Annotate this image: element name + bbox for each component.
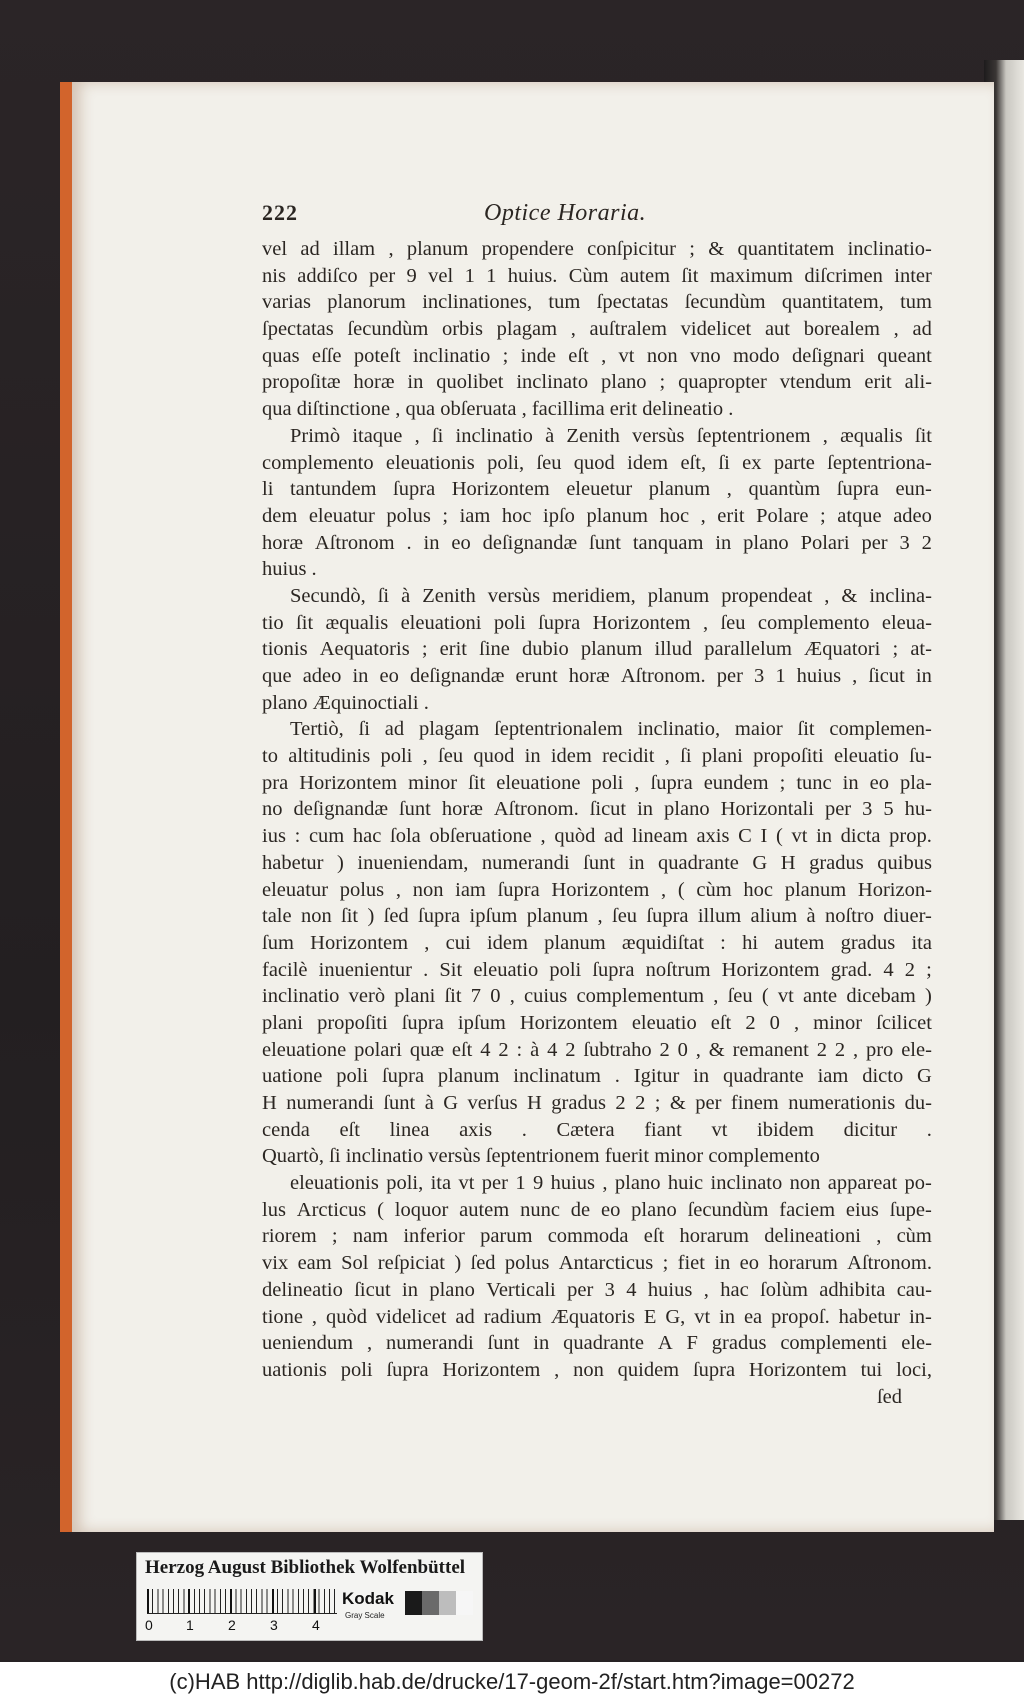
text-line [262, 1357, 932, 1384]
text-line [262, 823, 932, 850]
text-line [262, 369, 932, 396]
library-name: Herzog August Bibliothek Wolfenbüttel [145, 1557, 466, 1578]
text-line [262, 663, 932, 690]
text-line [262, 236, 932, 263]
text-line-content: uationis poli ſupra Horizontem , non quidem ſupra Horizontem tui loci, [262, 1358, 932, 1381]
text-line-content: ueniendum , numerandi ſunt in quadrante A F gradus complementi ele- [262, 1332, 932, 1355]
text-line-content: horæ Aſtronom . in eo deſignandæ ſunt tanquam in plano Polari per 3 2 [262, 531, 932, 554]
ruler-number: 3 [270, 1617, 278, 1633]
text-line [262, 503, 932, 530]
text-line [262, 1197, 932, 1224]
text-line-content: propoſitæ horæ in quolibet inclinato plano ; quapropter vtendum erit ali- [262, 371, 932, 394]
text-lines [262, 236, 932, 1384]
text-line-content: que adeo in eo deſignandæ erunt horæ Aſtronom. per 3 1 huius , ſicut in [262, 665, 932, 687]
text-line-content: cenda eſt linea axis . Cætera fiant vt ibidem dicitur . [262, 1118, 932, 1141]
text-line-content: lus Arcticus ( loquor autem nunc de eo plano ſecundùm faciem eius ſupe- [262, 1198, 932, 1221]
text-line-content: inclinatio verò plani ſit 7 0 , cuius complementum , ſeu ( vt ante dicebam ) [262, 985, 932, 1008]
ruler-major-tick [147, 1589, 149, 1613]
text-line-content: Primò itaque , ſi inclinatio à Zenith versùs ſeptentrionem , æqualis ſit [290, 424, 932, 447]
text-line [262, 957, 932, 984]
text-line [262, 877, 932, 904]
text-line [262, 343, 932, 370]
text-line [262, 263, 932, 290]
text-line [262, 796, 932, 823]
text-line [262, 1277, 932, 1304]
ruler-major-tick [314, 1589, 316, 1613]
text-line-content: vel ad illam , planum propendere conſpicitur ; & quantitatem inclinatio- [262, 238, 932, 260]
text-line [262, 1223, 932, 1250]
text-line [262, 1063, 932, 1090]
text-line-content: riorem ; nam inferior parum commoda eſt horarum delineationi , cùm [262, 1225, 932, 1248]
text-line [262, 770, 932, 797]
text-line [262, 450, 932, 477]
text-line-content: pra Horizontem minor ſit eleuatione poli , ſupra eundem ; tunc in eo pla- [262, 771, 932, 794]
text-line-content: qua diſtinctione , qua obſeruata , facillima erit delineatio . [262, 398, 734, 421]
text-line [262, 476, 932, 503]
text-line [262, 610, 932, 637]
text-line [262, 530, 932, 557]
ruler-major-tick [272, 1589, 274, 1613]
catchword: ſed [876, 1385, 902, 1408]
text-line [262, 983, 932, 1010]
ruler-major-tick [188, 1589, 190, 1613]
text-line-content: huius . [262, 558, 317, 581]
gray-swatch [405, 1591, 422, 1615]
text-line-content: eleuatione polari quæ eſt 4 2 : à 4 2 ſubtraho 2 0 , & remanent 2 2 , pro ele- [262, 1038, 932, 1061]
grayscale-label: Gray Scale [345, 1611, 385, 1620]
text-line [262, 743, 932, 770]
catchword-row [262, 1384, 932, 1411]
text-line [262, 1010, 932, 1037]
text-line-content: habetur ) inueniendam, numerandi ſunt in quadrante G H gradus quibus [262, 851, 932, 874]
text-line-content: Tertiò, ſi ad plagam ſeptentrionalem inclinatio, maior ſit complemen- [290, 718, 932, 741]
text-line-content: nis addiſco per 9 vel 1 1 huius. Cùm autem ſit maximum diſcrimen inter [262, 264, 932, 287]
text-line [262, 636, 932, 663]
text-line-content: eleuatur polus , non iam ſupra Horizontem , ( cùm hoc planum Horizon- [262, 878, 932, 901]
ruler-scale [147, 1589, 337, 1614]
text-line-content: to altitudinis poli , ſeu quod in idem recidit , ſi plani propoſiti eleuatio ſu- [262, 745, 932, 768]
text-line-content: H numerandi ſunt à G verſus H gradus 2 2 ; & per finem numerationis du- [262, 1092, 932, 1114]
text-line [262, 1037, 932, 1064]
text-line-content: facilè inuenientur . Sit eleuatio poli ſupra noſtrum Horizontem grad. 4 2 ; [262, 958, 932, 981]
text-line-content: vix eam Sol reſpiciat ) ſed polus Antarcticus ; fiet in eo horarum Aſtronom. [262, 1252, 932, 1275]
text-line [262, 1143, 932, 1170]
text-line-content: ſum Horizontem , cui idem planum æquidiſtat : hi autem gradus ita [262, 931, 932, 954]
text-line [262, 1304, 932, 1331]
page-header [262, 200, 932, 236]
running-head: Optice Horaria. [484, 200, 647, 226]
text-line [262, 1170, 932, 1197]
text-line [262, 583, 932, 610]
text-line-content: Quartò, ſi inclinatio versùs ſeptentrionem fuerit minor complemento [262, 1145, 820, 1168]
text-line [262, 1090, 932, 1117]
text-line [262, 690, 932, 717]
text-line [262, 903, 932, 930]
text-line-content: no deſignandæ ſunt horæ Aſtronom. ſicut in plano Horizontali per 3 5 hu- [262, 798, 932, 821]
text-line-content: dem eleuatur polus ; iam hoc ipſo planum hoc , erit Polare ; atque adeo [262, 504, 932, 527]
text-line [262, 930, 932, 957]
ruler-number: 2 [228, 1617, 236, 1633]
ruler-number: 1 [186, 1617, 194, 1633]
text-line-content: delineatio ſicut in plano Verticali per 3 4 huius , hac ſolùm adhibita cau- [262, 1278, 932, 1301]
color-calibration-target [136, 1552, 483, 1641]
gray-swatches [405, 1591, 473, 1615]
text-line [262, 1330, 932, 1357]
text-line [262, 396, 932, 423]
text-line [262, 716, 932, 743]
source-credit: (c)HAB http://diglib.hab.de/drucke/17-geom-2f/start.htm?image=00272 [169, 1669, 855, 1694]
text-line-content: tionis Aequatoris ; erit ſine dubio planum illud parallelum Æquatori ; at- [262, 638, 932, 661]
copyright-footer [0, 1662, 1024, 1702]
text-line-content: ſpectatas ſecundùm orbis plagam , auſtralem videlicet aut borealem , ad [262, 318, 932, 341]
ruler-number: 4 [312, 1617, 320, 1633]
text-line-content: plano Æquinoctiali . [262, 691, 429, 714]
text-line-content: eleuationis poli, ita vt per 1 9 huius , plano huic inclinato non appareat po- [290, 1172, 932, 1195]
gray-swatch [439, 1591, 456, 1615]
page-number: 222 [262, 200, 298, 225]
text-line-content: varias planorum inclinationes, tum ſpectatas ſecundùm quantitatem, tum [262, 291, 932, 314]
ruler-major-tick [230, 1589, 232, 1613]
text-line [262, 1117, 932, 1144]
text-line-content: tio ſit æqualis eleuationi poli ſupra Horizontem , ſeu complemento eleua- [262, 611, 932, 634]
text-line [262, 289, 932, 316]
text-line [262, 1250, 932, 1277]
text-line [262, 556, 932, 583]
text-line-content: tione , quòd videlicet ad radium Æquatoris E G, vt in ea propoſ. habetur in- [262, 1305, 932, 1328]
gray-swatch [422, 1591, 439, 1615]
text-line-content: quas eſſe poteſt inclinatio ; inde eſt , vt non vno modo deſignari queant [262, 344, 932, 367]
text-line-content: tale non ſit ) ſed ſupra ipſum planum , ſeu ſupra illum alium à noſtro diuer- [262, 905, 932, 928]
text-line-content: uatione poli ſupra planum inclinatum . Igitur in quadrante iam dicto G [262, 1065, 932, 1088]
page-text [262, 200, 932, 1410]
text-line-content: plani propoſiti ſupra ipſum Horizontem eleuatio eſt 2 0 , minor ſcilicet [262, 1011, 932, 1034]
text-line-content: Secundò, ſi à Zenith versùs meridiem, planum propendeat , & inclina- [290, 584, 932, 607]
text-line-content: ius : cum hac ſola obſeruatione , quòd ad lineam axis C I ( vt in dicta prop. [262, 825, 932, 848]
kodak-logo: Kodak [342, 1589, 394, 1608]
text-line [262, 423, 932, 450]
gray-swatch [456, 1591, 473, 1615]
text-line-content: complemento eleuationis poli, ſeu quod idem eſt, ſi ex parte ſeptentriona- [262, 451, 932, 474]
text-line-content: li tantundem ſupra Horizontem eleuetur planum , quantùm ſupra eun- [262, 478, 932, 501]
text-line [262, 850, 932, 877]
text-line [262, 316, 932, 343]
ruler-number: 0 [145, 1617, 153, 1633]
